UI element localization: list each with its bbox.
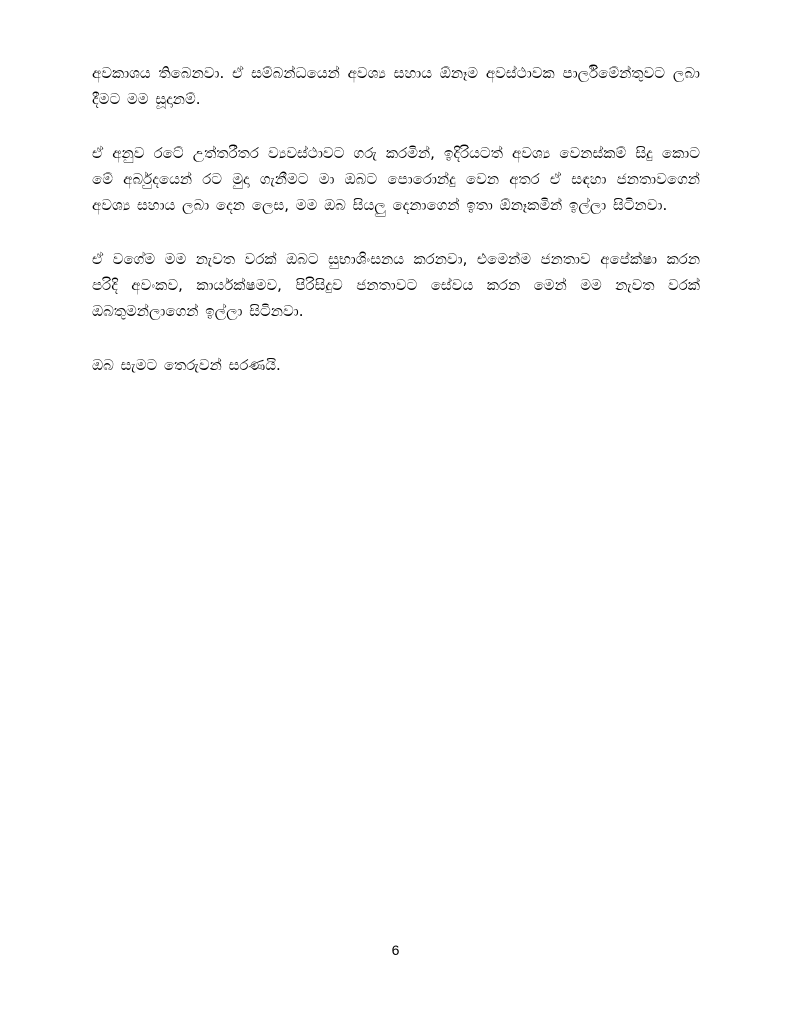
body-text bbox=[92, 60, 700, 406]
paragraph-4: ඔබ සැමට තෙරුවන් සරණයි. bbox=[92, 356, 281, 374]
paragraph-2: ඒ අනුව රටේ උත්තරීතර ව්‍යවස්ථාවට ගරු කරමින්, ඉදිරියටත් අවශ්‍ය වෙනස්කම් සිදු කොට මේ අර්බුදයෙන් රට මුදා ගැනීමට මා ඔබට පොරොන්දු වෙන අතර ඒ සඳහා ජනතාවගෙන් අවශ්‍ය සහාය ලබා දෙන ලෙස, මම ඔබ සියලු දෙනාගෙන් ඉතා ඕනෑකමින් ඉල්ලා සිටිනවා. bbox=[92, 144, 700, 214]
paragraph-1: අවකාශය තිබෙනවා. ඒ සම්බන්ධයෙන් අවශ්‍ය සහාය ඕනෑම අවස්ථාවක පාර්ලිමේන්තුවට ලබා දීමට මම සූදානම්. bbox=[92, 64, 700, 108]
page-number: 6 bbox=[391, 942, 400, 958]
paragraph-3: ඒ වගේම මම නැවත වරක් ඔබට සුභාශිංසනය කරනවා, එමෙන්ම ජනතාව අපේක්ෂා කරන පරිදි අවංකව, කාර්යක්ෂමව, පිරිසිදුව ජනතාවට සේවය කරන මෙන් මම නැවත වරක් ඔබතුමන්ලාගෙන් ඉල්ලා සිටිනවා. bbox=[92, 250, 700, 320]
